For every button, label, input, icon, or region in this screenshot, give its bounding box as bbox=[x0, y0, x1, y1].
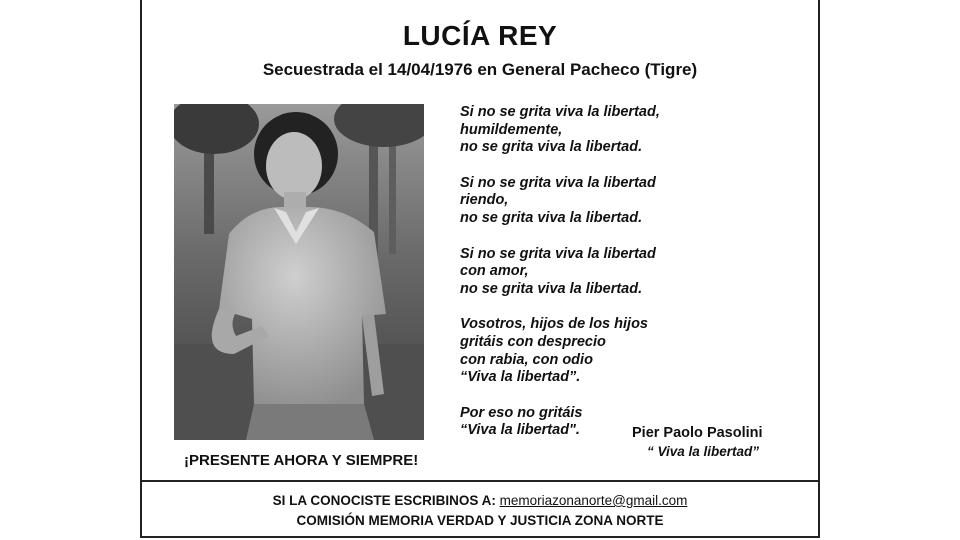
poem-line: con rabia, con odio bbox=[460, 351, 593, 368]
poem-line: riendo, bbox=[460, 192, 509, 209]
flyer-frame bbox=[140, 0, 820, 538]
poem-line: Si no se grita viva la libertad bbox=[460, 245, 656, 262]
poem-line: gritáis con desprecio bbox=[460, 333, 606, 350]
page-title: LUCÍA REY bbox=[402, 20, 558, 51]
poem-line: humildemente, bbox=[460, 121, 563, 138]
page-subtitle: Secuestrada el 14/04/1976 en General Pacheco (Tigre) bbox=[262, 60, 698, 79]
poem-line: no se grita viva la libertad. bbox=[460, 280, 643, 297]
email-link[interactable]: memoriazonanorte@gmail.com bbox=[499, 493, 688, 508]
poem bbox=[460, 104, 710, 458]
portrait-photo bbox=[174, 104, 424, 440]
poem-stanza bbox=[460, 316, 710, 386]
poem-line: “Viva la libertad". bbox=[460, 422, 580, 439]
poem-author: Pier Paolo Pasolini bbox=[632, 425, 763, 441]
poem-line: Por eso no gritáis bbox=[460, 404, 583, 421]
contact-label: SI LA CONOCISTE ESCRIBINOS A: bbox=[272, 493, 496, 508]
poem-stanza bbox=[460, 175, 710, 228]
poem-line: Si no se grita viva la libertad, bbox=[460, 104, 660, 120]
poem-line: Vosotros, hijos de los hijos bbox=[460, 316, 648, 333]
poem-line: no se grita viva la libertad. bbox=[460, 139, 643, 156]
poem-line: con amor, bbox=[460, 263, 529, 280]
slogan-text: ¡PRESENTE AHORA Y SIEMPRE! bbox=[184, 452, 419, 469]
poem-line: no se grita viva la libertad. bbox=[460, 209, 643, 226]
portrait-image bbox=[174, 104, 424, 440]
organization-name: COMISIÓN MEMORIA VERDAD Y JUSTICIA ZONA NORTE bbox=[296, 513, 664, 528]
poem-line: “Viva la libertad”. bbox=[460, 369, 581, 386]
poem-stanza bbox=[460, 104, 710, 157]
poem-line: Si no se grita viva la libertad bbox=[460, 174, 656, 191]
footer-divider bbox=[142, 480, 818, 482]
poem-work-title: “ Viva la libertad” bbox=[647, 444, 760, 459]
contact-line bbox=[142, 493, 818, 508]
poem-stanza bbox=[460, 246, 710, 299]
